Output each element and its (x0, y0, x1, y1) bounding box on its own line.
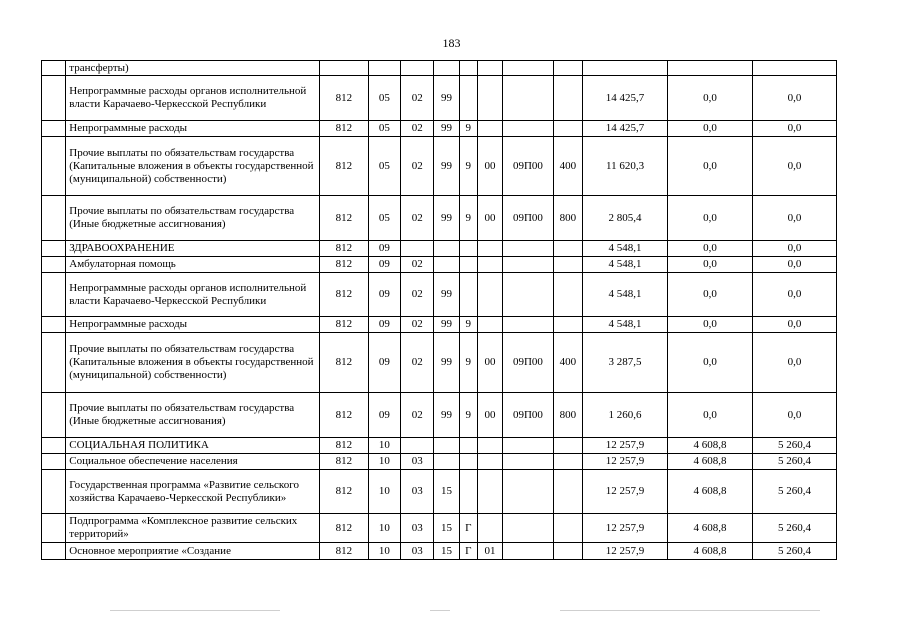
cell-y3: 0,0 (752, 333, 836, 393)
cell-y2: 0,0 (668, 76, 753, 121)
row-name: Государственная программа «Развитие сельского хозяйства Карачаево-Черкесской Республики» (66, 470, 320, 514)
cell-pr: 02 (401, 333, 434, 393)
cell-vr (553, 121, 582, 137)
cell-p2: 9 (459, 317, 477, 333)
cell-csr (503, 273, 554, 317)
cell-vr (553, 454, 582, 470)
cell-pr: 02 (401, 196, 434, 241)
cell-pr: 02 (401, 257, 434, 273)
cell-p1: 15 (434, 470, 459, 514)
cell-csr: 09П00 (503, 196, 554, 241)
cell-vr (553, 61, 582, 76)
cell-p2: 9 (459, 137, 477, 196)
cell-vr (553, 273, 582, 317)
cell-y3: 5 260,4 (752, 470, 836, 514)
row-name: Непрограммные расходы органов исполнительной власти Карачаево-Черкесской Республики (66, 273, 320, 317)
cell-rz: 09 (368, 333, 400, 393)
cell-rz: 05 (368, 137, 400, 196)
table-row (42, 543, 837, 560)
cell-rz: 10 (368, 514, 400, 543)
cell-gr: 812 (320, 543, 369, 560)
cell-y3: 0,0 (752, 196, 836, 241)
cell-p3: 00 (477, 393, 502, 438)
cell-p1: 15 (434, 514, 459, 543)
cell-csr (503, 454, 554, 470)
row-name: Непрограммные расходы (66, 121, 320, 137)
table-row (42, 137, 837, 196)
cell-p3: 01 (477, 543, 502, 560)
cell-rz: 10 (368, 470, 400, 514)
cell-y1: 4 548,1 (583, 273, 668, 317)
cell-p3 (477, 454, 502, 470)
scan-artifact-line (560, 610, 820, 611)
cell-y2: 0,0 (668, 121, 753, 137)
cell-vr (553, 257, 582, 273)
table-row (42, 333, 837, 393)
cell-gr: 812 (320, 257, 369, 273)
cell-pr: 02 (401, 273, 434, 317)
cell-csr (503, 470, 554, 514)
cell-rz: 05 (368, 76, 400, 121)
cell-y2: 4 608,8 (668, 454, 753, 470)
cell-csr (503, 438, 554, 454)
cell-p3 (477, 76, 502, 121)
row-margin-cell (42, 76, 66, 121)
cell-rz: 09 (368, 393, 400, 438)
cell-p3 (477, 514, 502, 543)
row-margin-cell (42, 333, 66, 393)
table-row (42, 257, 837, 273)
row-margin-cell (42, 241, 66, 257)
cell-rz: 10 (368, 543, 400, 560)
cell-p2: Г (459, 514, 477, 543)
cell-vr (553, 76, 582, 121)
row-name: Прочие выплаты по обязательствам государства (Иные бюджетные ассигнования) (66, 196, 320, 241)
cell-vr: 800 (553, 196, 582, 241)
row-name: Подпрограмма «Комплексное развитие сельских территорий» (66, 514, 320, 543)
cell-csr (503, 76, 554, 121)
cell-y1: 4 548,1 (583, 241, 668, 257)
cell-y2: 0,0 (668, 257, 753, 273)
cell-y3: 0,0 (752, 393, 836, 438)
cell-rz: 10 (368, 454, 400, 470)
row-margin-cell (42, 257, 66, 273)
cell-p2 (459, 241, 477, 257)
cell-gr: 812 (320, 514, 369, 543)
cell-csr (503, 514, 554, 543)
cell-p1 (434, 241, 459, 257)
cell-y2: 4 608,8 (668, 514, 753, 543)
cell-pr: 02 (401, 317, 434, 333)
cell-gr: 812 (320, 470, 369, 514)
cell-vr (553, 543, 582, 560)
row-margin-cell (42, 454, 66, 470)
cell-y3: 0,0 (752, 273, 836, 317)
cell-y1: 3 287,5 (583, 333, 668, 393)
cell-vr (553, 317, 582, 333)
cell-y1: 14 425,7 (583, 76, 668, 121)
cell-p2: 9 (459, 121, 477, 137)
cell-gr: 812 (320, 273, 369, 317)
cell-y1: 14 425,7 (583, 121, 668, 137)
cell-y1: 12 257,9 (583, 470, 668, 514)
cell-p1: 99 (434, 137, 459, 196)
scan-artifact-line (110, 610, 280, 611)
cell-p1: 99 (434, 76, 459, 121)
cell-y3: 0,0 (752, 137, 836, 196)
cell-p1: 99 (434, 317, 459, 333)
row-margin-cell (42, 121, 66, 137)
cell-p3: 00 (477, 196, 502, 241)
cell-rz: 05 (368, 196, 400, 241)
row-name: Прочие выплаты по обязательствам государства (Иные бюджетные ассигнования) (66, 393, 320, 438)
row-name: Прочие выплаты по обязательствам государства (Капитальные вложения в объекты государственной (муниципальной) собственности) (66, 137, 320, 196)
cell-csr (503, 61, 554, 76)
cell-p1 (434, 438, 459, 454)
cell-y3: 0,0 (752, 317, 836, 333)
cell-pr (401, 438, 434, 454)
cell-p3: 00 (477, 137, 502, 196)
cell-y3: 5 260,4 (752, 543, 836, 560)
cell-y3: 5 260,4 (752, 514, 836, 543)
cell-pr: 02 (401, 137, 434, 196)
cell-y1: 2 805,4 (583, 196, 668, 241)
cell-gr: 812 (320, 393, 369, 438)
cell-p1: 99 (434, 333, 459, 393)
row-margin-cell (42, 393, 66, 438)
cell-y1: 1 260,6 (583, 393, 668, 438)
cell-y1: 12 257,9 (583, 514, 668, 543)
cell-p1 (434, 454, 459, 470)
cell-rz: 09 (368, 317, 400, 333)
cell-csr (503, 257, 554, 273)
cell-rz: 09 (368, 273, 400, 317)
cell-pr: 03 (401, 470, 434, 514)
row-margin-cell (42, 543, 66, 560)
row-margin-cell (42, 196, 66, 241)
cell-rz: 09 (368, 257, 400, 273)
table-row (42, 196, 837, 241)
cell-csr: 09П00 (503, 393, 554, 438)
row-margin-cell (42, 514, 66, 543)
table-row (42, 454, 837, 470)
cell-p3 (477, 470, 502, 514)
row-margin-cell (42, 61, 66, 76)
cell-csr: 09П00 (503, 333, 554, 393)
cell-p1 (434, 61, 459, 76)
table-row (42, 317, 837, 333)
cell-y3: 5 260,4 (752, 454, 836, 470)
cell-y1: 12 257,9 (583, 438, 668, 454)
cell-y2: 4 608,8 (668, 470, 753, 514)
table-row (42, 121, 837, 137)
cell-p2: Г (459, 543, 477, 560)
cell-p2 (459, 76, 477, 121)
cell-y2: 0,0 (668, 317, 753, 333)
cell-rz: 10 (368, 438, 400, 454)
cell-p1: 99 (434, 121, 459, 137)
cell-pr: 03 (401, 543, 434, 560)
cell-vr (553, 241, 582, 257)
scan-artifact-line (430, 610, 450, 611)
row-name: Амбулаторная помощь (66, 257, 320, 273)
cell-pr: 02 (401, 393, 434, 438)
cell-p2 (459, 454, 477, 470)
cell-csr (503, 543, 554, 560)
cell-csr (503, 121, 554, 137)
cell-p1 (434, 257, 459, 273)
cell-y2: 0,0 (668, 273, 753, 317)
cell-y2: 0,0 (668, 333, 753, 393)
cell-y1 (583, 61, 668, 76)
cell-pr (401, 61, 434, 76)
row-name: СОЦИАЛЬНАЯ ПОЛИТИКА (66, 438, 320, 454)
cell-y3: 0,0 (752, 76, 836, 121)
cell-y2: 0,0 (668, 241, 753, 257)
cell-pr: 03 (401, 514, 434, 543)
cell-p3 (477, 241, 502, 257)
cell-y1: 11 620,3 (583, 137, 668, 196)
cell-y2: 0,0 (668, 196, 753, 241)
cell-y1: 12 257,9 (583, 454, 668, 470)
cell-gr: 812 (320, 438, 369, 454)
cell-p2: 9 (459, 393, 477, 438)
cell-p1: 99 (434, 273, 459, 317)
cell-y2: 4 608,8 (668, 438, 753, 454)
row-margin-cell (42, 273, 66, 317)
cell-y3: 0,0 (752, 257, 836, 273)
row-name: Прочие выплаты по обязательствам государства (Капитальные вложения в объекты государственной (муниципальной) собственности) (66, 333, 320, 393)
row-name: Непрограммные расходы органов исполнительной власти Карачаево-Черкесской Республики (66, 76, 320, 121)
row-margin-cell (42, 470, 66, 514)
cell-p1: 15 (434, 543, 459, 560)
row-margin-cell (42, 137, 66, 196)
cell-p3 (477, 317, 502, 333)
cell-pr (401, 241, 434, 257)
cell-p2: 9 (459, 333, 477, 393)
cell-y2: 0,0 (668, 137, 753, 196)
cell-gr: 812 (320, 454, 369, 470)
cell-gr: 812 (320, 121, 369, 137)
cell-csr: 09П00 (503, 137, 554, 196)
cell-p2 (459, 61, 477, 76)
cell-p3 (477, 61, 502, 76)
cell-gr: 812 (320, 196, 369, 241)
cell-pr: 02 (401, 76, 434, 121)
cell-y1: 12 257,9 (583, 543, 668, 560)
cell-gr: 812 (320, 241, 369, 257)
cell-p2: 9 (459, 196, 477, 241)
cell-p3 (477, 121, 502, 137)
table-row (42, 393, 837, 438)
table-row (42, 241, 837, 257)
cell-y3: 0,0 (752, 241, 836, 257)
cell-p2 (459, 257, 477, 273)
cell-y2 (668, 61, 753, 76)
row-name: Непрограммные расходы (66, 317, 320, 333)
cell-gr: 812 (320, 333, 369, 393)
row-margin-cell (42, 438, 66, 454)
row-name: ЗДРАВООХРАНЕНИЕ (66, 241, 320, 257)
cell-y2: 4 608,8 (668, 543, 753, 560)
budget-table (41, 60, 837, 560)
cell-y2: 0,0 (668, 393, 753, 438)
cell-y1: 4 548,1 (583, 317, 668, 333)
cell-y1: 4 548,1 (583, 257, 668, 273)
cell-gr: 812 (320, 137, 369, 196)
table-row (42, 438, 837, 454)
row-name: Социальное обеспечение населения (66, 454, 320, 470)
cell-rz: 05 (368, 121, 400, 137)
cell-rz: 09 (368, 241, 400, 257)
cell-vr (553, 438, 582, 454)
table-row (42, 514, 837, 543)
table-row (42, 61, 837, 76)
cell-p3 (477, 257, 502, 273)
cell-gr: 812 (320, 76, 369, 121)
cell-p1: 99 (434, 393, 459, 438)
cell-pr: 02 (401, 121, 434, 137)
table-row (42, 76, 837, 121)
cell-p2 (459, 470, 477, 514)
cell-p2 (459, 273, 477, 317)
row-name: трансферты) (66, 61, 320, 76)
cell-vr: 400 (553, 137, 582, 196)
cell-y3: 5 260,4 (752, 438, 836, 454)
cell-y3 (752, 61, 836, 76)
cell-csr (503, 241, 554, 257)
cell-rz (368, 61, 400, 76)
row-name: Основное мероприятие «Создание (66, 543, 320, 560)
cell-p1: 99 (434, 196, 459, 241)
cell-pr: 03 (401, 454, 434, 470)
cell-p3: 00 (477, 333, 502, 393)
cell-p2 (459, 438, 477, 454)
cell-p3 (477, 273, 502, 317)
table-row (42, 470, 837, 514)
cell-vr: 800 (553, 393, 582, 438)
cell-vr (553, 470, 582, 514)
table-row (42, 273, 837, 317)
page-number: 183 (442, 36, 461, 50)
cell-csr (503, 317, 554, 333)
cell-y3: 0,0 (752, 121, 836, 137)
cell-gr: 812 (320, 317, 369, 333)
cell-vr (553, 514, 582, 543)
row-margin-cell (42, 317, 66, 333)
cell-gr (320, 61, 369, 76)
cell-p3 (477, 438, 502, 454)
cell-vr: 400 (553, 333, 582, 393)
